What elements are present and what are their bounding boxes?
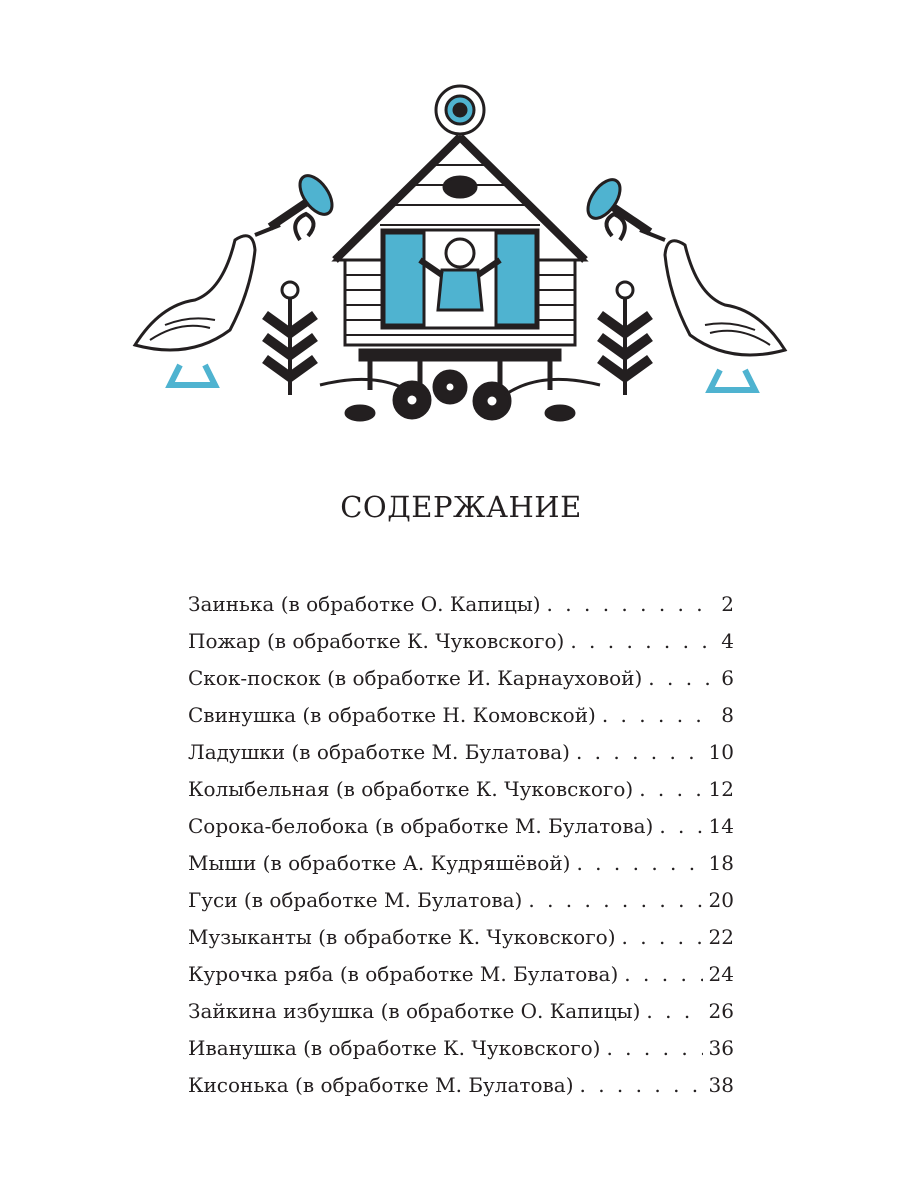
toc-entry[interactable] <box>188 956 734 993</box>
toc-entry[interactable] <box>188 993 734 1030</box>
toc-entry-title: Иванушка (в обработке К. Чуковского) <box>188 1036 601 1060</box>
toc-entry-title: Ладушки (в обработке М. Булатова) <box>188 740 570 764</box>
toc-leader-dots <box>622 919 703 956</box>
toc-entry-title: Сорока-белобока (в обработке М. Булатова) <box>188 814 654 838</box>
toc-entry-title: Колыбельная (в обработке К. Чуковского) <box>188 777 634 801</box>
fir-tree-icon <box>600 282 650 395</box>
toc-leader-dots <box>602 697 715 734</box>
toc-leader-dots <box>639 771 702 808</box>
toc-entry[interactable] <box>188 660 734 697</box>
toc-entry-page: 8 <box>721 703 734 727</box>
toc-entry[interactable] <box>188 623 734 660</box>
toc-entry[interactable] <box>188 771 734 808</box>
toc-leader-dots <box>580 1067 703 1104</box>
toc-entry-page: 36 <box>708 1036 734 1060</box>
toc-entry-title: Зайкина избушка (в обработке О. Капицы) <box>188 999 641 1023</box>
toc-entry-page: 12 <box>708 777 734 801</box>
toc-leader-dots <box>576 845 702 882</box>
toc-entry-page: 4 <box>721 629 734 653</box>
toc-entry[interactable] <box>188 845 734 882</box>
toc-entry-title: Гуси (в обработке М. Булатова) <box>188 888 523 912</box>
toc-entry-title: Пожар (в обработке К. Чуковского) <box>188 629 565 653</box>
toc-entry-page: 24 <box>708 962 734 986</box>
fir-tree-icon <box>265 282 315 395</box>
toc-entry-page: 22 <box>708 925 734 949</box>
toc-entry-title: Заинька (в обработке О. Капицы) <box>188 592 541 616</box>
roof-flower-icon <box>436 86 484 134</box>
goose-with-trumpet-icon <box>582 174 785 390</box>
toc-entry-page: 2 <box>721 592 734 616</box>
toc-entry-title: Кисонька (в обработке М. Булатова) <box>188 1073 574 1097</box>
toc-leader-dots <box>646 993 702 1030</box>
toc-entry[interactable] <box>188 697 734 734</box>
toc-entry-page: 14 <box>708 814 734 838</box>
toc-entry-page: 38 <box>708 1073 734 1097</box>
toc-entry-title: Скок-поскок (в обработке И. Карнауховой) <box>188 666 643 690</box>
goose-with-trumpet-icon <box>135 170 338 385</box>
toc-entry[interactable] <box>188 1030 734 1067</box>
toc-leader-dots <box>606 1030 702 1067</box>
toc-entry-page: 10 <box>708 740 734 764</box>
toc-entry-title: Курочка ряба (в обработке М. Булатова) <box>188 962 619 986</box>
flower-icon <box>320 371 600 420</box>
toc-leader-dots <box>648 660 715 697</box>
toc-leader-dots <box>570 623 715 660</box>
toc-leader-dots <box>659 808 702 845</box>
folk-illustration <box>120 75 800 435</box>
toc-entry-title: Мыши (в обработке А. Кудряшёвой) <box>188 851 571 875</box>
toc-entry[interactable] <box>188 734 734 771</box>
toc-entry-page: 6 <box>721 666 734 690</box>
toc-entry[interactable] <box>188 882 734 919</box>
toc-entry-title: Свинушка (в обработке Н. Комовской) <box>188 703 596 727</box>
page-title: СОДЕРЖАНИЕ <box>340 490 582 524</box>
toc-leader-dots <box>576 734 703 771</box>
toc-entry-page: 26 <box>708 999 734 1023</box>
toc-leader-dots <box>528 882 702 919</box>
toc-entry[interactable] <box>188 1067 734 1104</box>
toc-entry[interactable] <box>188 586 734 623</box>
toc-leader-dots <box>547 586 716 623</box>
toc-leader-dots <box>624 956 702 993</box>
toc-entry[interactable] <box>188 808 734 845</box>
toc-entry-page: 18 <box>708 851 734 875</box>
toc-entry-title: Музыканты (в обработке К. Чуковского) <box>188 925 616 949</box>
toc-entry-page: 20 <box>708 888 734 912</box>
toc-entry[interactable] <box>188 919 734 956</box>
table-of-contents <box>188 586 734 1104</box>
